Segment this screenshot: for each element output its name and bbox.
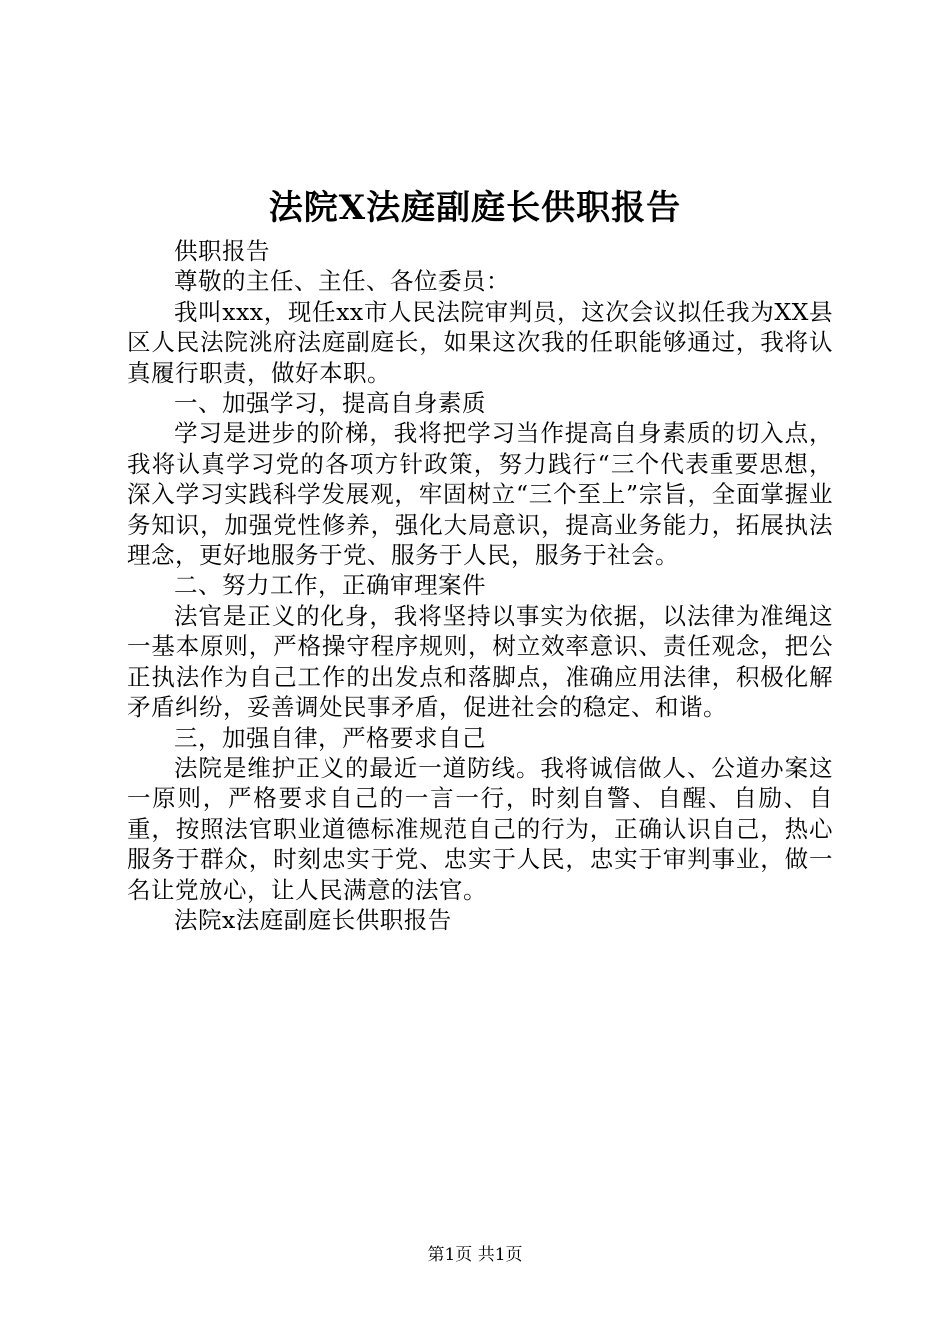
paragraph-section-3: 法院是维护正义的最近一道防线。我将诚信做人、公道办案这一原则，严格要求自己的一言一行，时刻自警、自醒、自励、自重，按照法官职业道德标准规范自己的行为，正确认识自己，热心服务于群众，时刻忠实于党、忠实于人民，忠实于审判事业，做一名让党放心，让人民满意的法官。: [127, 753, 833, 904]
document-title: 法院X法庭副庭长供职报告: [268, 188, 682, 228]
section-heading-3: 三，加强自律，严格要求自己: [174, 723, 486, 752]
page-footer: 第1页 共1页: [427, 1245, 523, 1265]
paragraph-section-2: 法官是正义的化身，我将坚持以事实为依据，以法律为准绳这一基本原则，严格操守程序规则，树立效率意识、责任观念，把公正执法作为自己工作的出发点和落脚点，准确应用法律，积极化解矛盾纠纷，妥善调处民事矛盾，促进社会的稳定、和谐。: [127, 601, 833, 722]
paragraph-heading-label: 供职报告: [174, 237, 270, 265]
paragraph-closing: 法院x法庭副庭长供职报告: [174, 905, 452, 934]
paragraph-introduction: 我叫xxx，现任xx市人民法院审判员，这次会议拟任我为XX县区人民法院洮府法庭副庭长，如果这次我的任职能够通过，我将认真履行职责，做好本职。: [127, 297, 833, 387]
paragraph-salutation: 尊敬的主任、主任、各位委员：: [174, 267, 510, 296]
document-body: [127, 236, 833, 935]
section-heading-2: 二、努力工作，正确审理案件: [174, 571, 486, 600]
section-heading-1: 一、加强学习，提高自身素质: [174, 389, 486, 418]
paragraph-section-1: 学习是进步的阶梯，我将把学习当作提高自身素质的切入点，我将认真学习党的各项方针政策，努力践行“三个代表重要思想，深入学习实践科学发展观，牢固树立“三个至上”宗旨，全面掌握业务知识，加强党性修养，强化大局意识，提高业务能力，拓展执法理念，更好地服务于党、服务于人民，服务于社会。: [127, 419, 833, 570]
